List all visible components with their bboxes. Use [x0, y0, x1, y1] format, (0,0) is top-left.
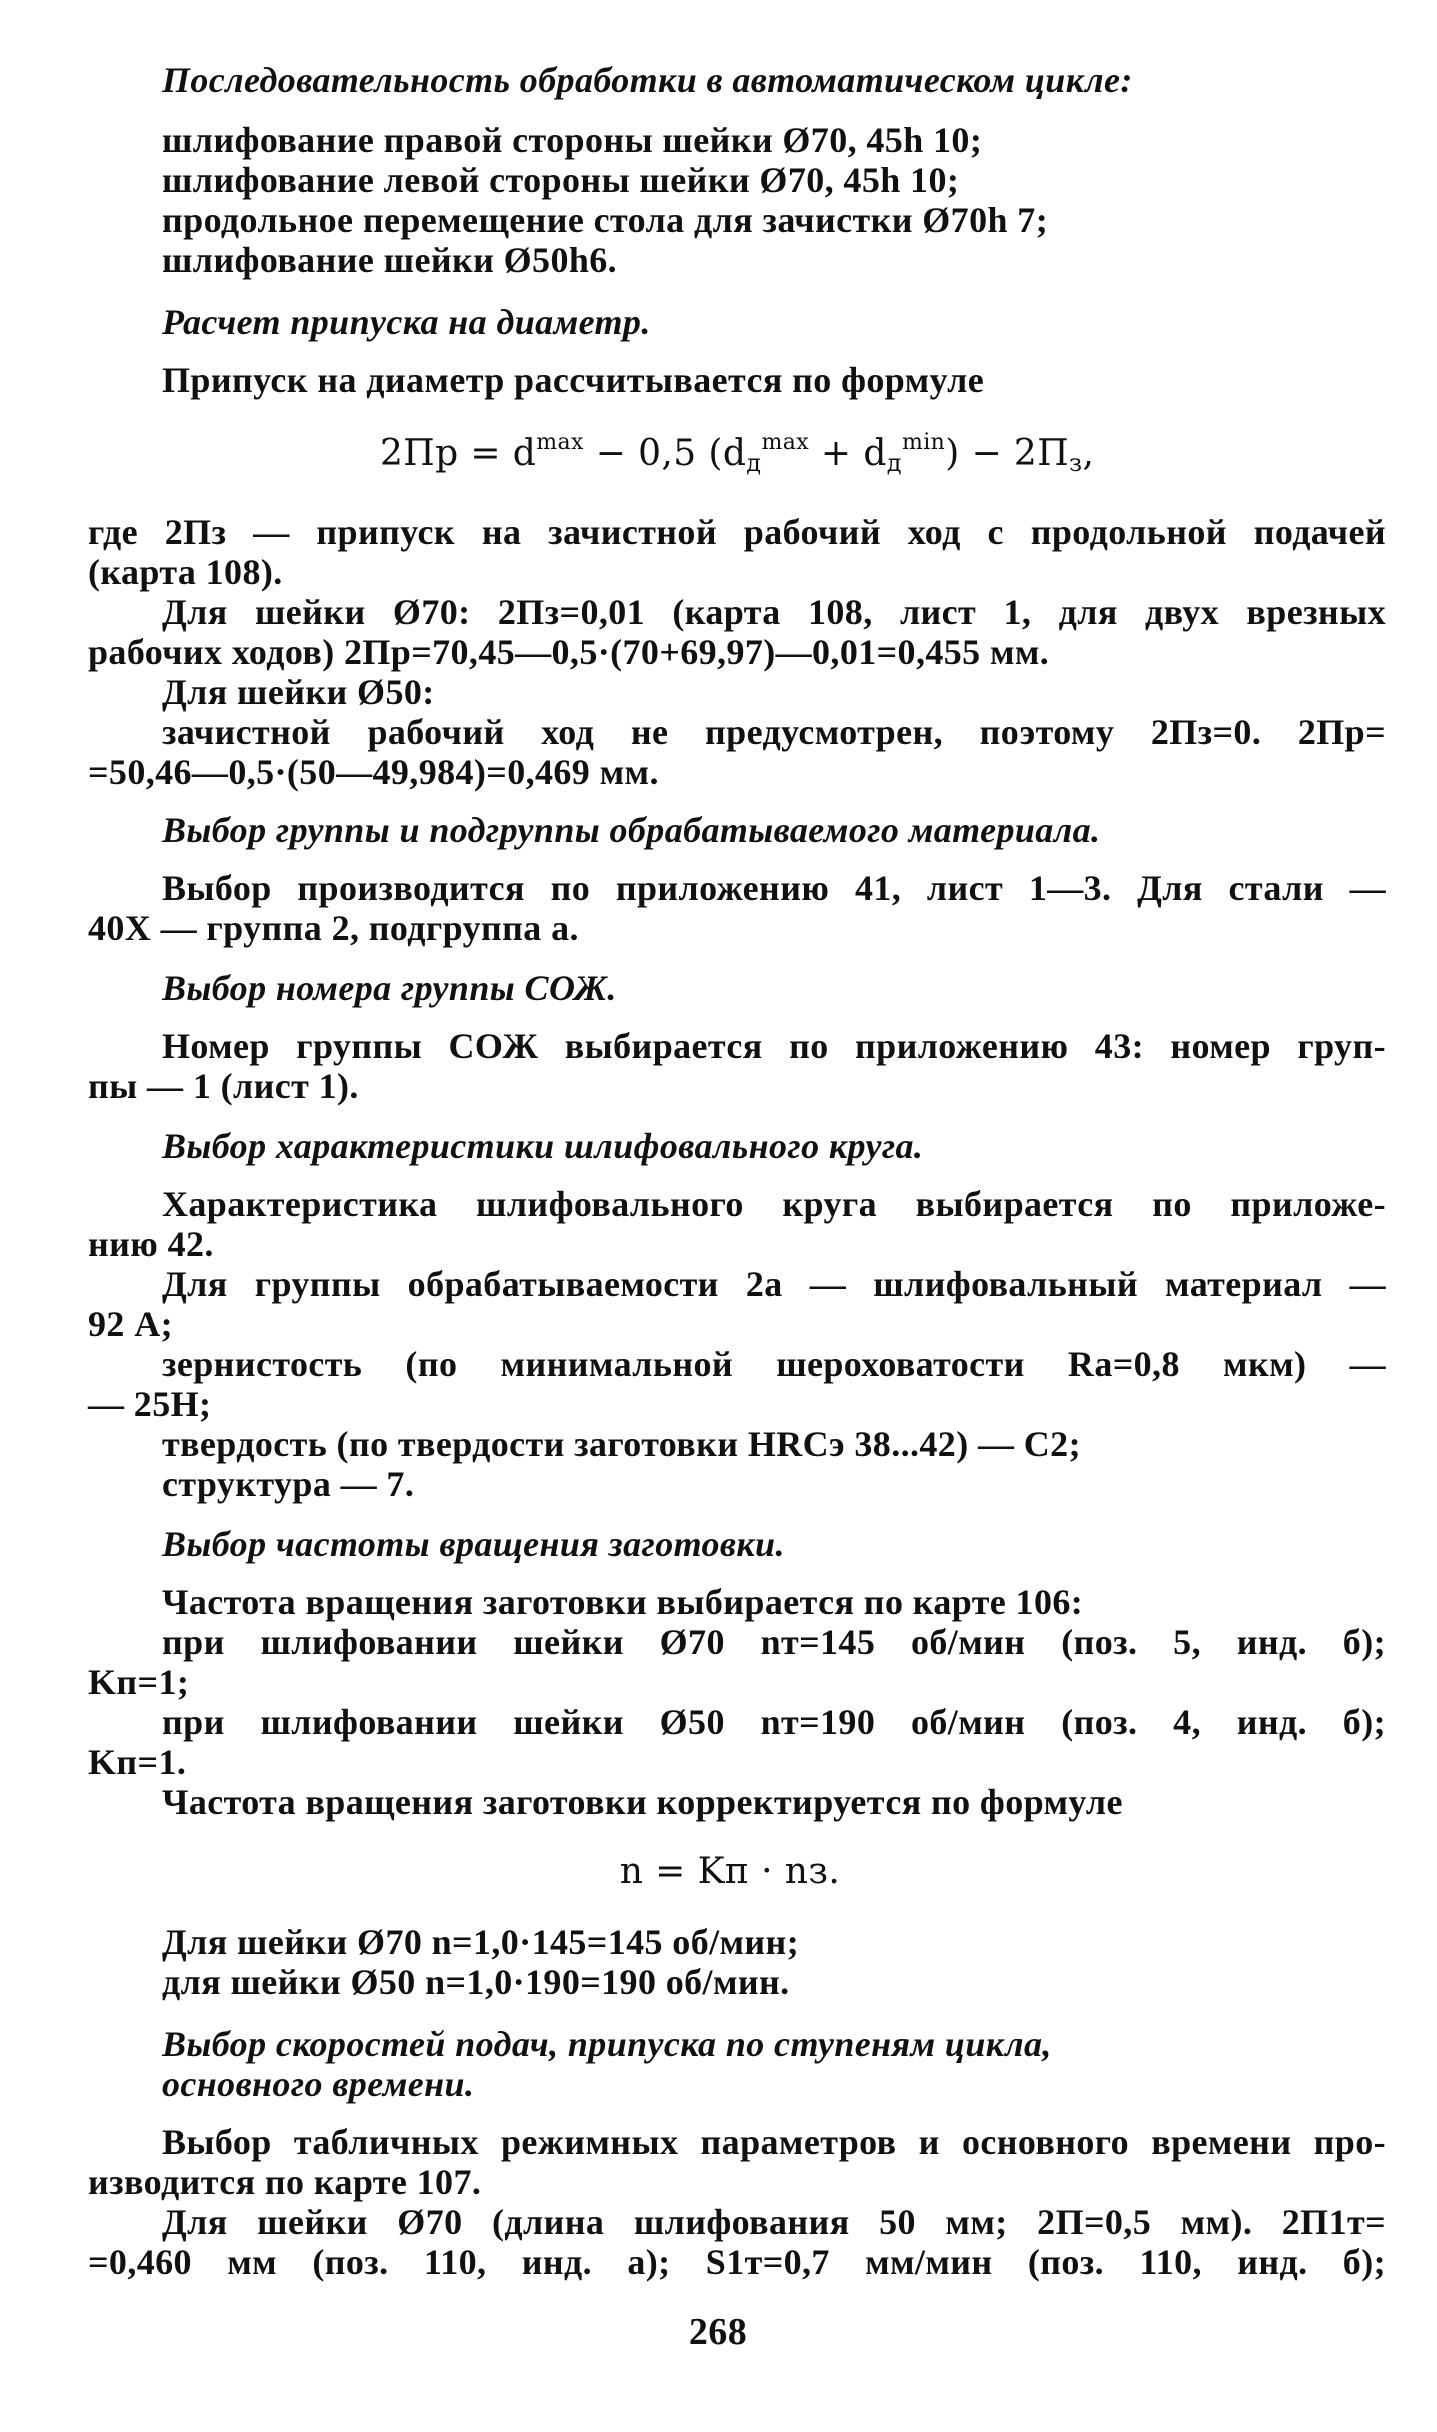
text-line: =0,460 мм (поз. 110, инд. а); S1т=0,7 мм/мин (поз. 110, инд. б); — [88, 2242, 1386, 2282]
text-line: 92 А; — [88, 1304, 173, 1344]
text-line: зернистость (по минимальной шероховатости Ra=0,8 мкм) — — [162, 1344, 1386, 1384]
text-line: Номер группы СОЖ выбирается по приложению 43: номер груп- — [162, 1026, 1386, 1066]
text-line: Kп=1. — [88, 1742, 187, 1782]
text-line: Выбор производится по приложению 41, лист 1—3. Для стали — — [162, 868, 1386, 908]
text-line: Для группы обрабатываемости 2а — шлифовальный материал — — [162, 1264, 1386, 1304]
text-line: Для шейки Ø70 n=1,0·145=145 об/мин; — [162, 1922, 800, 1962]
section-heading-coolant: Выбор номера группы СОЖ. — [162, 968, 617, 1008]
text-line: Kп=1; — [88, 1662, 190, 1702]
formula-allowance: $2Пр = d^{max} - 0,5$ $(d_д^{max} + d_д^{min}) - 2П_з$, — [380, 430, 1095, 477]
text-line: при шлифовании шейки Ø70 nт=145 об/мин (поз. 5, инд. б); — [162, 1622, 1386, 1662]
text-line: шлифование левой стороны шейки Ø70, 45h 10; — [162, 160, 960, 200]
text-line: для шейки Ø50 n=1,0·190=190 об/мин. — [162, 1962, 790, 2002]
section-heading-feeds: Выбор скоростей подач, припуска по ступеням цикла, — [162, 2024, 1052, 2064]
text-line: при шлифовании шейки Ø50 nт=190 об/мин (поз. 4, инд. б); — [162, 1702, 1386, 1742]
text-line: Для шейки Ø50: — [162, 672, 435, 712]
text-line: шлифование шейки Ø50h6. — [162, 240, 618, 280]
section-heading-feeds-cont: основного времени. — [162, 2064, 475, 2104]
text-line: 40Х — группа 2, подгруппа а. — [88, 908, 579, 948]
text-line: Частота вращения заготовки выбирается по карте 106: — [162, 1582, 1084, 1622]
text-line: Выбор табличных режимных параметров и основного времени про- — [162, 2122, 1386, 2162]
text-line: продольное перемещение стола для зачистки Ø70h 7; — [162, 200, 1049, 240]
page-number: 268 — [688, 2311, 748, 2353]
section-heading-wheel: Выбор характеристики шлифовального круга. — [162, 1126, 924, 1166]
text-line: пы — 1 (лист 1). — [88, 1066, 359, 1106]
text-line: твердость (по твердости заготовки HRCэ 38...42) — С2; — [162, 1424, 1081, 1464]
section-heading-sequence: Последовательность обработки в автоматическом цикле: — [162, 60, 1133, 100]
text-line: =50,46—0,5·(50—49,984)=0,469 мм. — [88, 752, 659, 792]
section-heading-rotation: Выбор частоты вращения заготовки. — [162, 1524, 785, 1564]
formula-rotation: n = Kп · nз. — [619, 1851, 841, 1892]
section-heading-material-group: Выбор группы и подгруппы обрабатываемого материала. — [162, 810, 1101, 850]
text-line: структура — 7. — [162, 1464, 415, 1504]
section-heading-allowance: Расчет припуска на диаметр. — [162, 302, 651, 342]
text-line: изводится по карте 107. — [88, 2162, 482, 2202]
text-line: (карта 108). — [88, 552, 283, 592]
text-line: нию 42. — [88, 1224, 214, 1264]
text-line: Для шейки Ø70 (длина шлифования 50 мм; 2П=0,5 мм). 2П1т= — [162, 2202, 1386, 2242]
text-line: Частота вращения заготовки корректируется по формуле — [162, 1782, 1123, 1822]
text-line: Припуск на диаметр рассчитывается по формуле — [162, 360, 985, 400]
text-line: Характеристика шлифовального круга выбирается по приложе- — [162, 1184, 1386, 1224]
text-line: Для шейки Ø70: 2Пз=0,01 (карта 108, лист 1, для двух врезных — [162, 592, 1386, 632]
text-line: зачистной рабочий ход не предусмотрен, поэтому 2Пз=0. 2Пр= — [162, 712, 1386, 752]
text-line: шлифование правой стороны шейки Ø70, 45h 10; — [162, 120, 983, 160]
text-line: — 25Н; — [88, 1384, 212, 1424]
text-line: где 2Пз — припуск на зачистной рабочий ход с продольной подачей — [88, 512, 1386, 552]
text-line: рабочих ходов) 2Пр=70,45—0,5·(70+69,97)—0,01=0,455 мм. — [88, 632, 1050, 672]
